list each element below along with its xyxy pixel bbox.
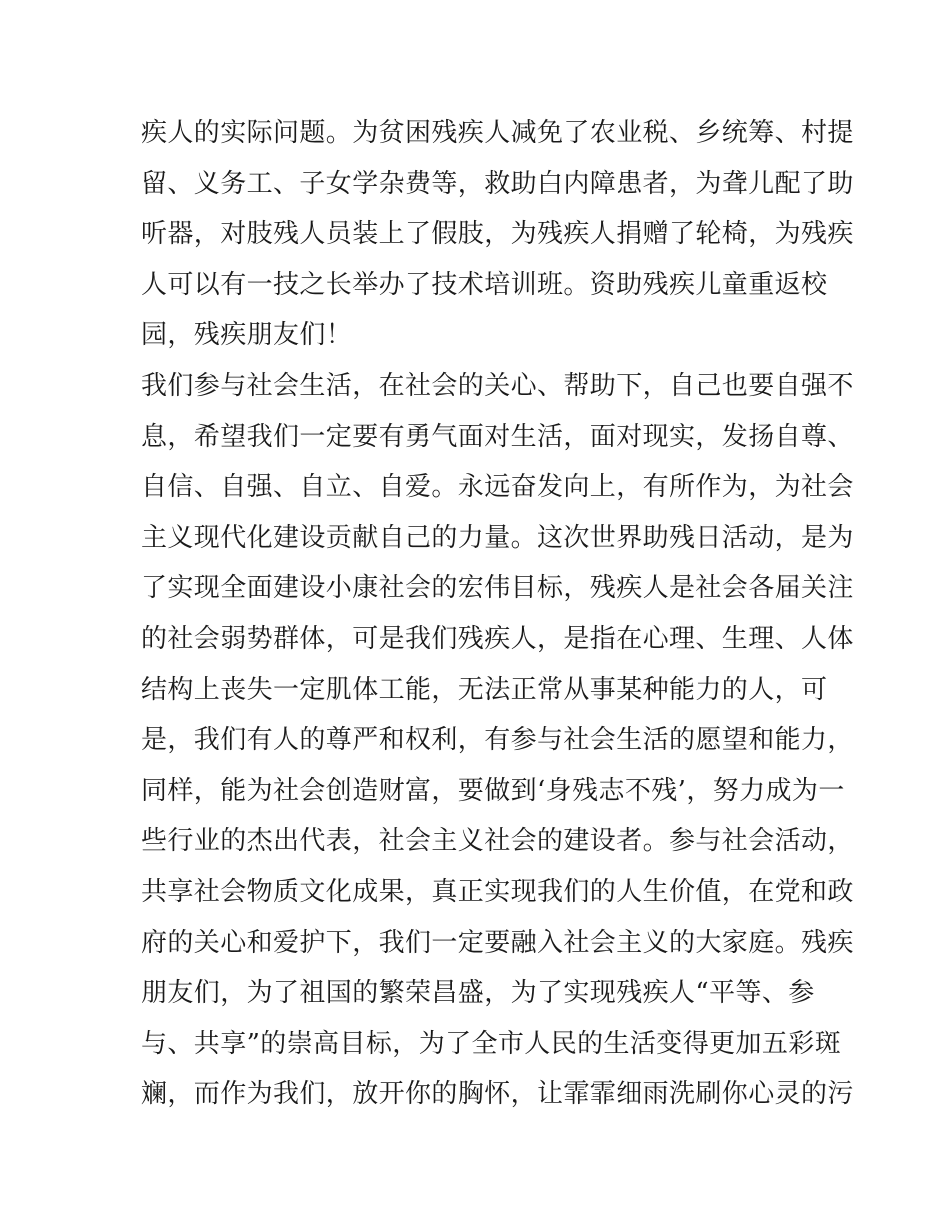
text-line: 同样，能为社会创造财富，要做到‘身残志不残’，努力成为一 [141,775,845,806]
text-line: 共享社会物质文化成果，真正实现我们的人生价值，在党和政 [141,876,854,907]
text-line: 人可以有一技之长举办了技术培训班。资助残疾儿童重返校 [141,269,828,300]
text-line: 些行业的杰出代表，社会主义社会的建设者。参与社会活动， [141,826,854,857]
text-line: 了实现全面建设小康社会的宏伟目标，残疾人是社会各届关注 [141,573,854,604]
text-line: 园，残疾朋友们！ [141,320,353,351]
text-line: 与、共享”的崇高目标，为了全市人民的生活变得更加五彩斑 [141,1028,842,1059]
text-line: 自信、自强、自立、自爱。永远奋发向上，有所作为，为社会 [141,472,854,503]
text-line: 主义现代化建设贡献自己的力量。这次世界助残日活动，是为 [141,522,854,553]
text-line: 朋友们，为了祖国的繁荣昌盛，为了实现残疾人“平等、参 [141,978,815,1009]
text-line: 结构上丧失一定肌体工能，无法正常从事某种能力的人，可 [141,674,828,705]
text-line: 的社会弱势群体，可是我们残疾人，是指在心理、生理、人体 [141,623,854,654]
text-line: 疾人的实际问题。为贫困残疾人减免了农业税、乡统筹、村提 [141,118,854,148]
text-line: 府的关心和爱护下，我们一定要融入社会主义的大家庭。残疾 [141,927,854,958]
text-line: 留、义务工、子女学杂费等，救助白内障患者，为聋儿配了助 [141,168,854,199]
body-text [141,108,854,1120]
text-line: 我们参与社会生活，在社会的关心、帮助下，自己也要自强不 [141,370,854,401]
text-line: 听器，对肢残人员装上了假肢，为残疾人捐赠了轮椅，为残疾 [141,219,854,250]
text-line: 息，希望我们一定要有勇气面对生活，面对现实，发扬自尊、 [141,421,854,452]
text-line: 斓，而作为我们，放开你的胸怀，让霏霏细雨洗刷你心灵的污 [141,1079,854,1110]
text-line: 是，我们有人的尊严和权利，有参与社会生活的愿望和能力， [141,725,854,756]
